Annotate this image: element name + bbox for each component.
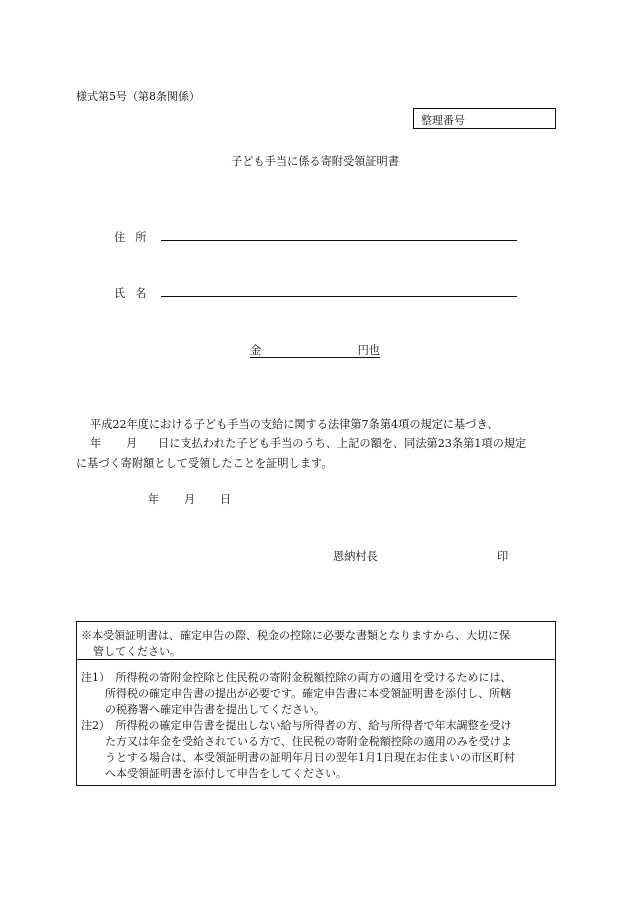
document-title: 子ども手当に係る寄附受領証明書 [231,155,399,168]
form-number: 様式第5号（第8条関係） [76,90,200,103]
serial-number-label: 整理番号 [421,114,465,127]
body-month-mark: 月 [126,437,138,450]
note-2-line-4: へ本受領証明書を添付して申告をしてください。 [105,767,347,780]
notice-box [76,621,556,786]
note-1-line-2: 所得税の確定申告書の提出が必要です。確定申告書に本受領証明書を添付し、所轄 [105,687,512,700]
note-2-line-2: た方又は年金を受給されている方で、住民税の寄附金税額控除の適用のみを受けよ [105,735,512,748]
date-month-mark: 月 [184,493,196,506]
body-year-mark: 年 [90,437,102,450]
certification-date [148,491,268,507]
name-label: 氏名 [114,287,157,300]
serial-number-box [413,108,556,129]
seal-mark: 印 [497,550,509,563]
body-text-line-3: に基づく寄附額として受領したことを証明します。 [76,457,333,470]
note-2-line-3: うとする場合は、本受領証明書の証明年月日の翌年1月1日現在お住まいの市区町村 [105,751,515,764]
body-rest-text: 日に支払われた子ども手当のうち、上記の額を、同法第23条第1項の規定 [158,437,527,450]
notice-line-1: ※本受領証明書は、確定申告の際、税金の控除に必要な書類となりますから、大切に保 [81,629,510,642]
date-year-mark: 年 [148,493,160,506]
amount-prefix: 金 [250,344,262,357]
signatory-title: 恩納村長 [333,550,378,563]
amount-suffix: 円也 [357,344,380,357]
note-1-line-1: 注1） 所得税の寄附金控除と住民税の寄附金税額控除の両方の適用を受けるためには、 [81,671,512,684]
important-notice [77,622,555,660]
notice-line-2: 管してください。 [93,645,181,658]
date-day-mark: 日 [220,493,232,506]
body-text-line-2 [90,435,560,451]
note-1-line-3: の税務署へ確定申告書を提出してください。 [105,703,325,716]
address-field-line [161,240,517,241]
name-field-line [161,296,517,297]
body-text-line-1: 平成22年度における子ども手当の支給に関する法律第7条第4項の規定に基づき、 [90,418,499,431]
amount-field [250,342,380,358]
note-2-line-1: 注2） 所得税の確定申告書を提出しない給与所得者の方、給与所得者で年末調整を受け [81,719,512,732]
address-label: 住所 [114,231,157,244]
